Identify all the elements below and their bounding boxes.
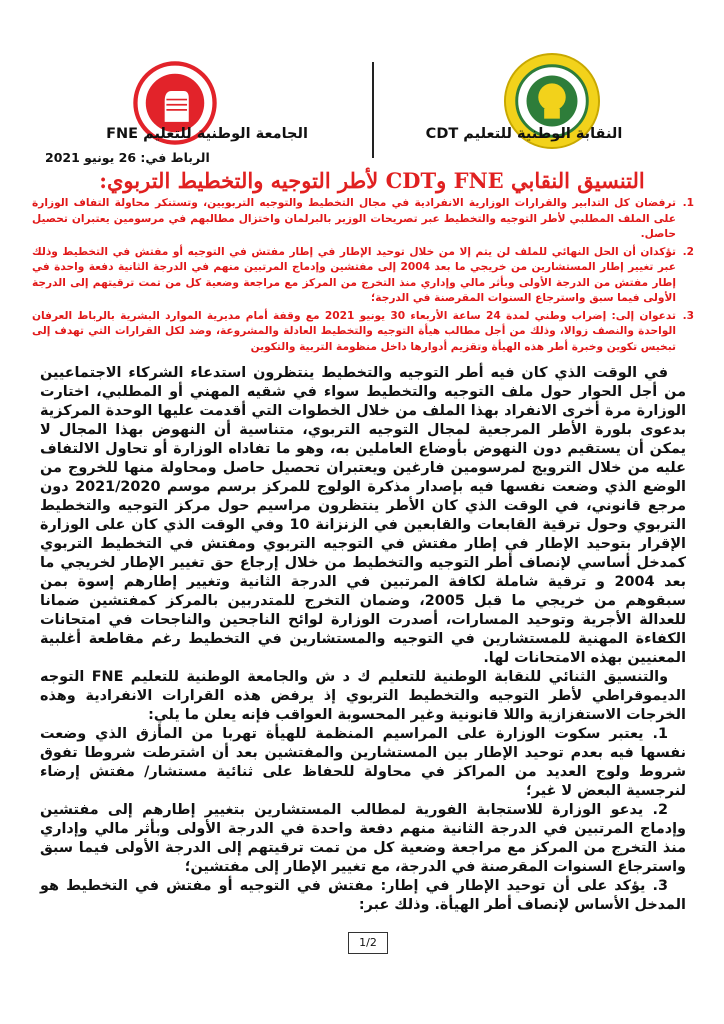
document-title: التنسيق النقابي FNE وCDT لأطر التوجيه والتخطيط التربوي: <box>99 168 645 193</box>
demand-number: 2. <box>682 245 694 258</box>
item-number: 1. <box>652 726 668 742</box>
demand-number: 3. <box>682 309 694 322</box>
body-list-item <box>40 877 686 915</box>
header-divider <box>372 62 374 158</box>
demand-number: 1. <box>682 197 694 209</box>
page-number: 1/2 <box>348 932 388 954</box>
demand-text: تؤكدان أن الحل النهائي للملف لن يتم إلا من خلال توحيد الإطار في إطار مفتش في التوجيه أو مفتش في التخطيط وذلك عبر تغيير إطار المستشارين من خريجي ما بعد 2004 إلى مفتشين وإدماج المرتبين منهم في الدرجة الثانية دفعة واحدة في إطار مفتش من الدرجة الأولى وبأثر مالي وإداري منذ التخرج من المركز مع مراجعة وضعية كل من تمت ترقيتهم إلى الدرجة الأولى فيما سبق واسترجاع السنوات المقرصنة في الدرجة؛ <box>32 245 676 304</box>
item-number: 3. <box>652 878 668 894</box>
body-list-item <box>40 725 686 801</box>
body-paragraph: والتنسيق الثنائي للنقابة الوطنية للتعليم ك د ش والجامعة الوطنية للتعليم FNE التوجه الديموقراطي لأطر التوجيه والتخطيط التربوي إذ يرفض هذه القرارات الانفرادية وهذه الخرجات الاستفزازية واللا قانونية وغير المحسوبة العواقب فإنه يعلن ما يلي: <box>40 669 686 723</box>
item-text: يدعو الوزارة للاستجابة الفورية لمطالب المستشارين بتغيير إطارهم إلى مفتشين وإدماج المرتبين في الدرجة الثانية منهم دفعة واحدة في الدرجة الأولى وبأثر مالي وإداري منذ التخرج من المركز مع مراجعة وضعية كل من تمت ترقيتهم إلى الدرجة الأولى فيما سبق واسترجاع السنوات المقرصنة في الدرجة، مع تغيير الإطار إلى مفتشين؛ <box>40 802 686 875</box>
item-text: يؤكد على أن توحيد الإطار في إطار: مفتش في التوجيه أو مفتش في التخطيط هو المدخل الأساس لإنصاف أطر الهيأة. وذلك عبر: <box>40 878 686 913</box>
demand-text: ترفضان كل التدابير والقرارات الوزارية الانفرادية في مجال التخطيط والتوجيه التربويين، وتستنكر محاولة التفاف الوزارة على الملف المطلبي لأطر التوجيه والتخطيط عبر تصريحات الوزير بالبرلمان واختزال مطالبهم في مرسومين يعتبران تحصيل حاصل. <box>32 197 676 240</box>
item-text: يعتبر سكوت الوزارة على المراسيم المنظمة للهيأة تهربا من المأزق الذي وضعت نفسها فيه بعدم توحيد الإطار بين المستشارين والمفتشين بعد أن اشترطت شروطا تفوق شروط ولوج العديد من المراكز في محاولة للحفاظ على ثنائية مستشار/ مفتش إرضاء لنرجسية البعض لا غير؛ <box>40 726 686 799</box>
body-paragraph: في الوقت الذي كان فيه أطر التوجيه والتخطيط ينتظرون استدعاء الشركاء الاجتماعيين من أجل الحوار حول ملف التوجيه والتخطيط سواء في شقيه المهني أو المطلبي، اختارت الوزارة مرة أخرى الانفراد بهذا الملف من خلال الخطوات التي أقدمت عليها الوحدة المركزية بدعوى بلورة الأطر المرجعية لمجال التوجيه التربوي، متناسية أن النهوض بهذا المجال لا يمكن أن يستقيم دون النهوض بأوضاع العاملين به، وهو ما تفاداه الوزارة أو تحاول الالتفاف عليه من خلال الترويج لمرسومين فارغين ويعتبران تحصيل حاصل ومحاولة منها للخروج من الوضع الذي وضعت نفسها فيه بإصدار مذكرة الولوج للمركز برسم موسم 2021/2020 دون مرجع قانوني، في الوقت الذي كان الأطر ينتظرون مراسيم حول مركز التوجيه والتخطيط التربوي وحول ترقية القابعات والقابعين في الزنزانة 10 وفي الوقت الذي كان على الوزارة الإقرار بتوحيد الإطار في إطار مفتش في التوجيه التربوي ومفتش في التخطيط التربوي كمدخل أساسي لإنصاف أطر التوجيه والتخطيط من خلال إرجاع حق تغيير الإطار لخريجي ما بعد 2004 و ترقية شاملة لكافة المرتبين في الدرجة الثانية وتغيير إطارهم إسوة بمن سبقوهم من خريجي ما قبل 2005، وضمان التخرج للمتدربين بالمركز كمفتشين ضمانا للعدالة الأجرية وتوحيد المسارات، أصدرت الوزارة لوائح الناجحين والناجحات في امتحانات الكفاءة المهنية للمستشارين في التوجيه والمستشارين في التخطيط رغم مقاطعة أغلبية المعنيين بهذه الامتحانات لها. <box>40 365 686 666</box>
body-list-item <box>40 801 686 877</box>
demand-text: تدعوان إلى: إضراب وطني لمدة 24 ساعة الأربعاء 30 يونيو 2021 مع وقفة أمام مديرية الموارد البشرية بالرباط العرفان الواحدة والنصف زوالا، وذلك من أجل مطالب هيأة التوجيه والتخطيط العادلة والمشروعة، وضد لكل القرارات التي تهدف إلى تبخيس تكوين وخبرة أطر هذه الهيأة وتقزيم أدوارها داخل منظومة التربية والتكوين <box>32 309 676 353</box>
item-number: 2. <box>652 802 669 818</box>
org-name-cdt: النقابة الوطنية للتعليم CDT <box>425 126 623 142</box>
demand-item <box>32 196 694 243</box>
demand-item <box>32 309 694 356</box>
document-date: الرباط في: 26 يونيو 2021 <box>45 150 210 165</box>
demand-item <box>32 245 694 307</box>
body-text <box>40 364 686 915</box>
org-name-fne: الجامعة الوطنية للتعليم FNE <box>106 126 308 142</box>
demands-list <box>32 196 694 357</box>
